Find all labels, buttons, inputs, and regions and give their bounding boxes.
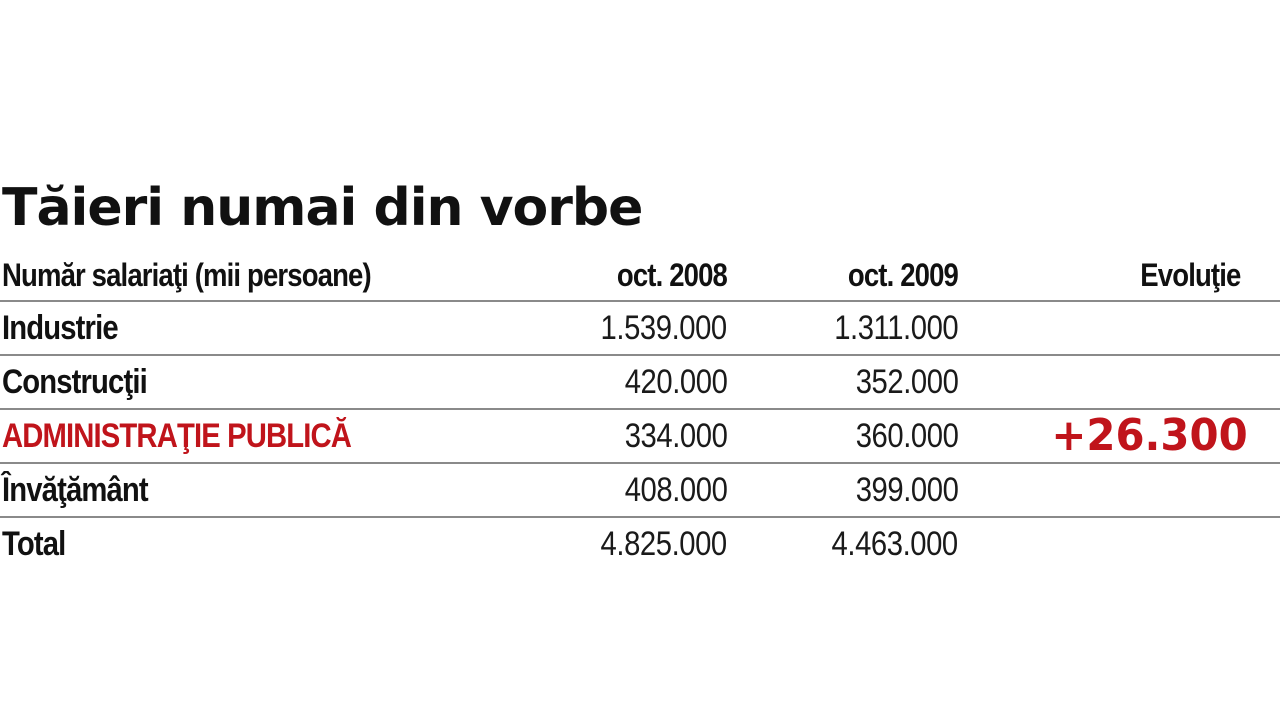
header-label: Număr salariaţi (mii persoane) [2, 257, 371, 293]
row-label-total: Total [2, 525, 66, 563]
value-oct-2009: 399.000 [855, 471, 958, 509]
page-title: Tăieri numai din vorbe [2, 178, 643, 238]
header-oct-2009: oct. 2009 [847, 257, 958, 293]
value-oct-2009: 1.311.000 [833, 309, 958, 347]
row-label: Industrie [2, 309, 118, 347]
value-oct-2008: 1.539.000 [600, 309, 727, 347]
value-oct-2009: 352.000 [855, 363, 958, 401]
table-header [0, 250, 1280, 302]
header-oct-2008: oct. 2008 [616, 257, 727, 293]
evolution-value: +26.300 [1051, 410, 1248, 461]
value-oct-2009: 4.463.000 [831, 525, 958, 563]
value-oct-2008: 420.000 [624, 363, 727, 401]
row-label: Construcţii [2, 363, 147, 401]
table-row-invatamant [0, 464, 1280, 518]
table-row-industrie [0, 302, 1280, 356]
value-oct-2008: 4.825.000 [600, 525, 727, 563]
row-label-highlighted: ADMINISTRAŢIE PUBLICĂ [2, 417, 352, 455]
value-oct-2009: 360.000 [855, 417, 958, 455]
table-row-administratie-publica [0, 410, 1280, 464]
value-oct-2008: 334.000 [624, 417, 727, 455]
value-oct-2008: 408.000 [624, 471, 727, 509]
row-label: Învăţământ [2, 471, 148, 509]
table-row-total [0, 518, 1280, 570]
table-row-constructii [0, 356, 1280, 410]
employment-table [0, 250, 1280, 570]
header-evolution: Evoluţie [1139, 257, 1240, 293]
